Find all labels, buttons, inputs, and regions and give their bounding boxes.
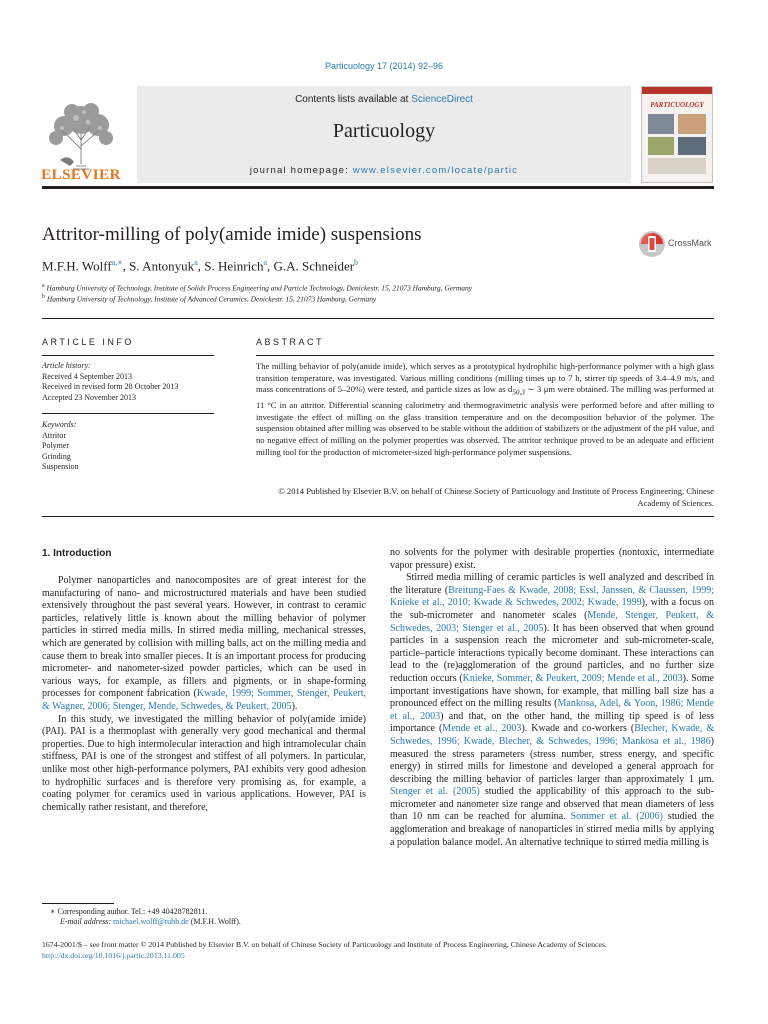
text-run: ). It has been observed that when ground particles in a suspension reach the micrometer and sub-micrometer-scale, particle–particle interactions typically become dominant. These interactions can lead to the (re)agglomeration of the ground particles, and no further size reduction occurs ( xyxy=(390,622,715,684)
contents-prefix: Contents lists available at xyxy=(295,94,412,105)
paragraph xyxy=(42,575,366,714)
corresponding-author-footnote xyxy=(42,907,366,928)
citation-link[interactable]: Mankosa, Adel, & Yoon, 1986; Mende et al., 2003 xyxy=(390,698,714,722)
text-run: studied the agglomeration and breakage of nanoparticles in stirred media mills by applying a population balance model. An alternative technique to stirred media milling is xyxy=(390,811,714,848)
journal-cover-thumbnail[interactable] xyxy=(641,86,713,183)
doi-link[interactable]: http://dx.doi.org/10.1016/j.partic.2013.11.005 xyxy=(42,951,185,960)
article-info-rule xyxy=(42,355,214,356)
body-column-right xyxy=(390,547,714,849)
affiliation-marker: b xyxy=(42,294,45,300)
text-run: Stirred media milling of ceramic particles is well analyzed and described in the literature ( xyxy=(390,572,714,596)
issn-line: 1674-2001/$ – see front matter © 2014 Published by Elsevier B.V. on behalf of Chinese Society of Particuology and Institute of Process Engineering, Chinese Academy of Sciences. xyxy=(42,940,607,949)
article-title: Attritor-milling of poly(amide imide) suspensions xyxy=(42,224,422,245)
publisher-name: ELSEVIER xyxy=(41,167,121,183)
abstract-text xyxy=(256,361,714,458)
affiliation xyxy=(42,283,722,292)
text-run: ), with a focus on the sub-micrometer and nanometer scales ( xyxy=(390,597,714,621)
footnote-email-line xyxy=(42,917,366,927)
email-link[interactable]: michael.wolff@tuhh.de xyxy=(113,917,189,927)
text-run: ) and that, on the other hand, the milling tip speed is of less importance ( xyxy=(390,710,714,735)
author-separator: , xyxy=(122,258,130,274)
author-separator: , xyxy=(197,258,205,274)
paragraph: In this study, we investigated the milling behavior of poly(amide imide) (PAI). PAI is a thermoplast with generally very good mechanical and thermal properties. Due to high intermolecular interaction and high intramolecular chain stiffness, PAI is one of the strongest and stiffest of all polymers. In particular, unlike most other high-performance polymers, PAI exhibits very good adhesion to hydrophilic surfaces and is therefore very promising as, for example, a coating polymer for ceramics used in various applications. However, PAI is chemically rather resistant, and therefore, xyxy=(42,713,366,813)
text-run: ). xyxy=(291,700,298,712)
cover-image xyxy=(642,87,712,182)
citation-link[interactable]: Sommer et al. (2006) xyxy=(570,811,663,823)
footnote-rule xyxy=(42,903,114,904)
citation-link[interactable]: Blecher, Kwade, & Schwedes, 1996; Kwade, Blecher, & Schwedes, 1996; Mankosa et al., 1986 xyxy=(390,723,714,747)
journal-homepage-line xyxy=(137,165,631,176)
affiliation-marker: a xyxy=(42,283,45,289)
abstract-bottom-rule xyxy=(42,516,714,517)
homepage-prefix: journal homepage: xyxy=(249,165,353,176)
history-entry: Received 4 September 2013 xyxy=(42,371,132,381)
citation-link[interactable]: Breitung-Faes & Kwade, 2008; Essl, Janssen, & Claussen, 1999; Knieke et al., 2010; Kwade & Schwedes, 2002; Kwade, 1999 xyxy=(390,584,715,609)
keyword: Attritor xyxy=(42,430,66,440)
body-column-left xyxy=(42,575,366,814)
abstract-part: The milling behavior of poly(amide imide), which serves as a prototypical hydrophilic high-performance polymer with a high glass transition temperature, was investigated. Various milling conditions (milling times up to 7 h, stirrer tip speeds of 3.4–4.9 m/s, and mass concentrations of 5–20%) were tested, and particle sizes as low as d xyxy=(256,361,714,395)
text-run: studied the applicability of this approach to the sub-micrometer and nanometer size range and observed that mean diameters of less than 10 nm can be reached for alumina. xyxy=(390,786,714,823)
section-heading-introduction: 1. Introduction xyxy=(42,548,112,559)
journal-citation-link[interactable]: Particuology 17 (2014) 92–96 xyxy=(324,61,444,71)
article-info-heading: ARTICLE INFO xyxy=(42,337,134,347)
article-info-divider xyxy=(42,413,214,414)
history-label: Article history: xyxy=(42,361,91,370)
footnote-line: ∗ Corresponding author. Tel.: +49 40428782811. xyxy=(50,907,208,916)
author-separator: , xyxy=(267,258,274,274)
abstract-subscript: 50,3 xyxy=(512,389,525,398)
author-name[interactable]: S. Antonyuk xyxy=(129,258,195,274)
affiliation-text: Hamburg University of Technology, Institute of Solids Process Engineering and Particle Technology, Denickestr. 15, 21073 Hamburg, Germany xyxy=(46,283,472,293)
affiliation xyxy=(42,294,722,303)
citation-link[interactable]: Stenger et al. (2005) xyxy=(390,786,480,798)
citation-link[interactable]: Mende et al., 2003 xyxy=(442,723,522,735)
abstract-part: ∼ 3 μm were obtained. The milling was performed at 11 °C in an attritor. Differential scanning calorimetry and thermogravimetric analysis were performed before and after milling to investigate the effect of milling on the glass transition temperature and on the decomposition behavior of the polymer. The suspension obtained after milling was observed to be stable without the addition of stabilizers or the adjustment of the pH value, and no negative effect of milling on the polymer properties was observed. The attritor technique proved to be an adequate and efficient milling tool for the production of micrometer-sized high-performance polymer suspensions. xyxy=(256,384,714,457)
author-name[interactable]: G.A. Schneider xyxy=(273,258,355,274)
text-run: ). Some important investigations have shown, for example, that milling ball size has a pronounced effect on the milling results ( xyxy=(390,672,714,710)
citation-link[interactable]: Mende, Stenger, Peukert, & Schwedes, 2003; Stenger et al., 2005 xyxy=(390,609,714,634)
text-run: ). Kwade and co-workers ( xyxy=(521,723,635,735)
affiliation-text: Hamburg University of Technology, Institute of Advanced Ceramics, Denickestr. 15, 21073 Hamburg, Germany xyxy=(46,294,377,304)
author-name[interactable]: M.F.H. Wolff xyxy=(42,258,112,274)
keyword: Polymer xyxy=(42,441,70,451)
crossmark-label[interactable]: CrossMark xyxy=(668,238,712,248)
author-affiliation-marker[interactable]: a,∗ xyxy=(111,258,123,267)
keyword: Suspension xyxy=(42,462,79,472)
author-list xyxy=(42,258,642,274)
text-run: ) measured the stress parameters (stress number, stress energy, and specific energy) in stirred mills for limestone and developed a general approach for describing the milling behavior of particles larger than approximately 1 μm. xyxy=(390,735,714,785)
sciencedirect-link[interactable]: ScienceDirect xyxy=(411,94,473,105)
email-suffix: (M.F.H. Wolff). xyxy=(188,917,241,927)
email-label: E-mail address: xyxy=(60,917,114,927)
author-affiliation-marker[interactable]: a xyxy=(263,258,268,267)
author-name[interactable]: S. Heinrich xyxy=(204,258,264,274)
paragraph-continued: no solvents for the polymer with desirable properties (nontoxic, intermediate vapor pressure) exist. xyxy=(390,547,714,571)
title-block-rule xyxy=(42,318,714,319)
keywords-label: Keywords: xyxy=(42,420,77,429)
history-entry: Accepted 23 November 2013 xyxy=(42,392,136,402)
citation-link[interactable]: Kwade, 1999; Sommer, Stenger, Peukert, & Wagner, 2006; Stenger, Mende, Schwedes, & Peukert, 2005 xyxy=(42,688,366,712)
author-affiliation-marker[interactable]: b xyxy=(354,258,359,267)
homepage-link[interactable]: www.elsevier.com/locate/partic xyxy=(352,165,519,176)
abstract-copyright: © 2014 Published by Elsevier B.V. on behalf of Chinese Society of Particuology and Institute of Process Engineering, Chinese Academy of Sciences. xyxy=(278,486,714,508)
keyword: Grinding xyxy=(42,451,71,461)
text-run: Polymer nanoparticles and nanocomposites are of great interest for the manufacturing of nano- and microstructured materials and have been studied extensively throughout the past several years. However, in contrast to ceramic particles, relatively little is known about the milling behavior of polymer particles in stirred media mills. In stirred media milling, mechanical stresses, which are generated by collision with milling balls, act on the milling media and cause them to break into smaller pieces. It is an important process for producing micrometer- and nanometer-sized powder particles, which can be used in various ways, for example, as fillers and pigments, or in shape-forming processes for component fabrication ( xyxy=(42,575,366,700)
article-history xyxy=(42,361,214,403)
header-rule xyxy=(42,186,714,189)
abstract-rule xyxy=(256,355,714,356)
cover-title: PARTICUOLOGY xyxy=(650,101,704,109)
paragraph xyxy=(390,572,714,849)
contents-available-line xyxy=(137,94,631,105)
citation-link[interactable]: Knieke, Sommer, & Peukert, 2009; Mende et al., 2003 xyxy=(462,672,683,684)
author-affiliation-marker[interactable]: a xyxy=(194,258,198,267)
history-entry: Received in revised form 28 October 2013 xyxy=(42,382,179,392)
front-matter-footer xyxy=(42,939,722,961)
keywords xyxy=(42,420,214,473)
journal-title: Particuology xyxy=(332,120,436,142)
abstract-heading: ABSTRACT xyxy=(256,337,325,347)
